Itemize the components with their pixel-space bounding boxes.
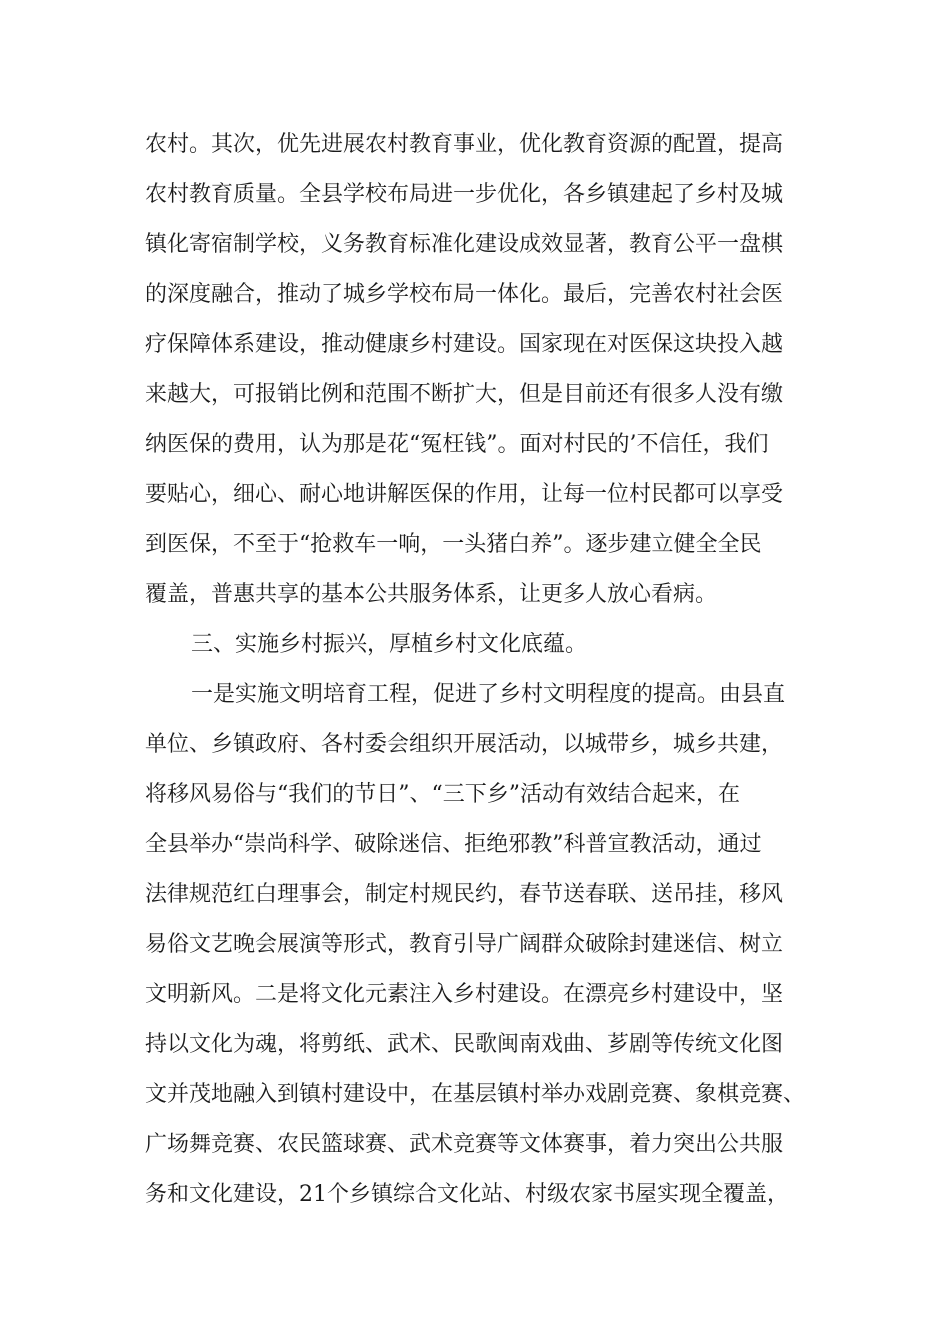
section-heading: 三、实施乡村振兴，厚植乡村文化底蕴。 bbox=[191, 632, 588, 657]
text-line: 全县举办“崇尚科学、破除迷信、拒绝邪教”科普宣教活动，通过 bbox=[145, 832, 762, 857]
text-line: 镇化寄宿制学校，义务教育标准化建设成效显著，教育公平一盘棋 bbox=[145, 232, 784, 257]
text-line: 易俗文艺晚会展演等形式，教育引导广阔群众破除封建迷信、树立 bbox=[145, 932, 784, 957]
text-line: 农村。其次，优先进展农村教育事业，优化教育资源的配置，提高 bbox=[145, 132, 784, 157]
text-line: 到医保，不至于“抢救车一响，一头猪白养”。逐步建立健全全民 bbox=[145, 532, 762, 557]
text-line: 纳医保的费用，认为那是花“冤枉钱”。面对村民的’不信任，我们 bbox=[145, 432, 769, 457]
text-line: 单位、乡镇政府、各村委会组织开展活动，以城带乡，城乡共建， bbox=[145, 732, 784, 757]
text-line: 来越大，可报销比例和范围不断扩大，但是目前还有很多人没有缴 bbox=[145, 382, 784, 407]
text-line: 一是实施文明培育工程，促进了乡村文明程度的提高。由县直 bbox=[191, 682, 786, 707]
text-line: 将移风易俗与“我们的节日”、“三下乡”活动有效结合起来，在 bbox=[145, 782, 740, 807]
text-line: 法律规范红白理事会，制定村规民约，春节送春联、送吊挂，移风 bbox=[145, 882, 784, 907]
text-line: 文明新风。二是将文化元素注入乡村建设。在漂亮乡村建设中，坚 bbox=[145, 982, 784, 1007]
text-line: 的深度融合，推动了城乡学校布局一体化。最后，完善农村社会医 bbox=[145, 282, 784, 307]
text-line: 文并茂地融入到镇村建设中，在基层镇村举办戏剧竞赛、象棋竞赛、 bbox=[145, 1082, 806, 1107]
text-line: 广场舞竞赛、农民篮球赛、武术竞赛等文体赛事，着力突出公共服 bbox=[145, 1132, 784, 1157]
text-line: 务和文化建设，21个乡镇综合文化站、村级农家书屋实现全覆盖， bbox=[145, 1182, 789, 1207]
text-line: 疗保障体系建设，推动健康乡村建设。国家现在对医保这块投入越 bbox=[145, 332, 784, 357]
text-line: 持以文化为魂，将剪纸、武术、民歌闽南戏曲、芗剧等传统文化图 bbox=[145, 1032, 784, 1057]
text-line: 要贴心，细心、耐心地讲解医保的作用，让每一位村民都可以享受 bbox=[145, 482, 784, 507]
text-line: 农村教育质量。全县学校布局进一步优化，各乡镇建起了乡村及城 bbox=[145, 182, 784, 207]
text-line: 覆盖，普惠共享的基本公共服务体系，让更多人放心看病。 bbox=[145, 582, 718, 607]
